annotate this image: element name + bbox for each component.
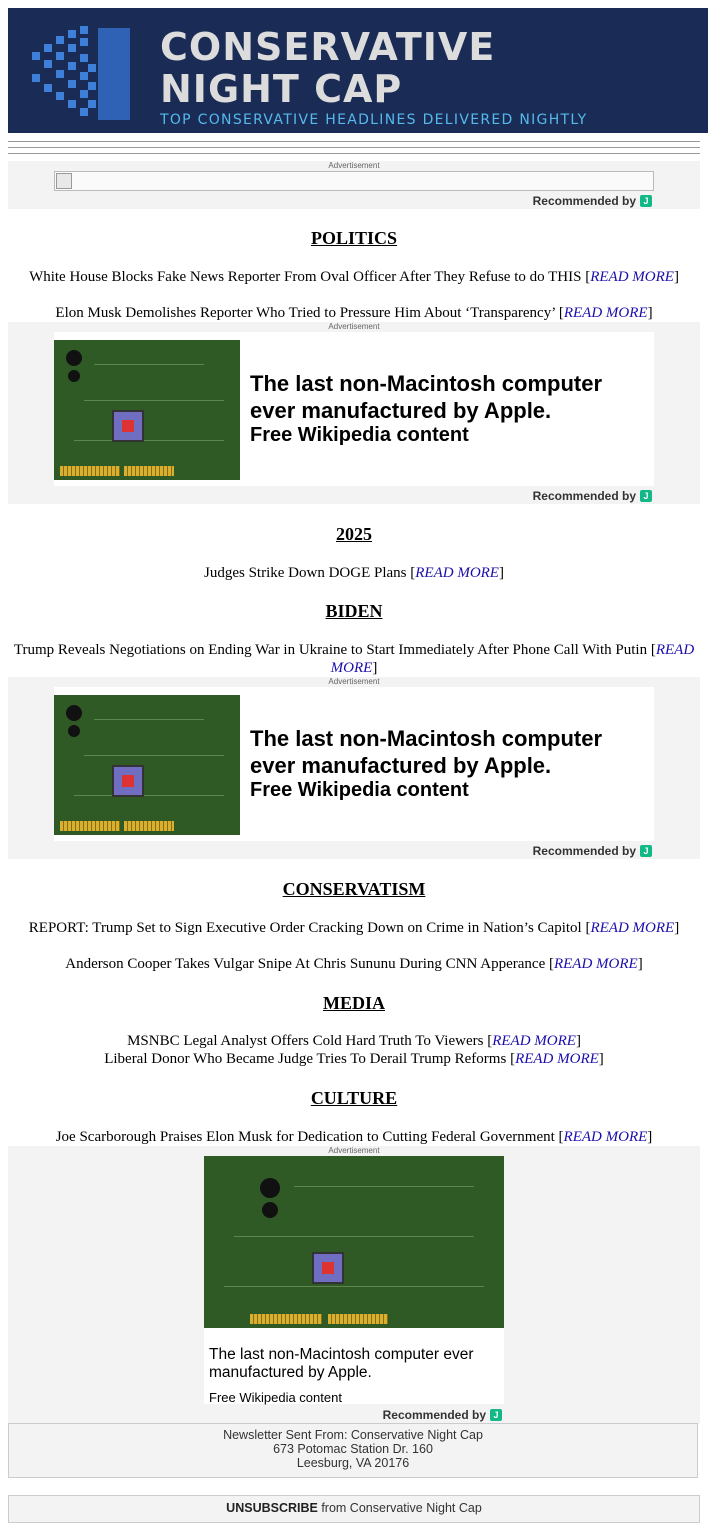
story-headline: Anderson Cooper Takes Vulgar Snipe At Chris Sununu During CNN Apperance [65,956,546,972]
sender-city: Leesburg, VA 20176 [296,1456,410,1470]
read-more-link[interactable]: READ MORE [492,1033,576,1049]
pixel-logo-icon [28,22,130,126]
trace [84,755,224,756]
ad-card[interactable] [204,1156,504,1404]
ad-label: Advertisement [328,1146,380,1155]
story-headline: Judges Strike Down DOGE Plans [204,565,407,581]
ad-banner-top[interactable] [8,161,700,209]
ad-headline[interactable] [209,1346,473,1382]
broken-image-placeholder[interactable] [54,171,654,191]
story-item: Trump Reveals Negotiations on Ending War in Ukraine to Start Immediately After Phone Call With Putin [READ MORE] [13,642,695,676]
trace [94,719,204,720]
story-item: Liberal Donor Who Became Judge Tries To Derail Trump Reforms [READ MORE] [104,1051,604,1067]
section-title-conservatism: CONSERVATISM [282,879,426,899]
ad-headline[interactable] [250,370,602,424]
broken-image-icon [56,173,72,189]
trace [224,1286,484,1287]
story-item: Elon Musk Demolishes Reporter Who Tried to Pressure Him About ‘Transparency’ [READ MORE] [55,305,653,321]
trace [294,1186,474,1187]
ad-headline-line1: The last non-Macintosh computer ever [209,1346,474,1363]
story-headline: REPORT: Trump Set to Sign Executive Order Cracking Down on Crime in Nation’s Capitol [28,920,582,936]
connector-pins [250,1314,322,1324]
story-headline: Elon Musk Demolishes Reporter Who Tried to Pressure Him About ‘Transparency’ [55,305,556,321]
jeeng-logo-icon: J [640,490,652,502]
ad-headline-line1: The last non-Macintosh computer [250,371,603,396]
connector-pins [328,1314,388,1324]
trace [74,795,224,796]
connector-pins [124,821,174,831]
story-item: REPORT: Trump Set to Sign Executive Order Cracking Down on Crime in Nation’s Capitol [READ MORE] [28,920,680,936]
connector-pins [124,466,174,476]
section-title-culture: CULTURE [310,1088,398,1108]
story-item: Joe Scarborough Praises Elon Musk for Dedication to Cutting Federal Government [READ MORE] [55,1129,653,1145]
ad-label: Advertisement [328,322,380,331]
story-headline: White House Blocks Fake News Reporter From Oval Officer After They Refuse to do THIS [29,269,582,285]
read-more-link[interactable]: READ MORE [590,920,675,936]
ad-headline-line1: The last non-Macintosh computer [250,726,603,751]
unsubscribe-link[interactable] [8,1495,700,1523]
section-title-biden: BIDEN [325,601,383,621]
read-more-link[interactable]: READ MORE [590,269,674,285]
masthead-tagline: TOP CONSERVATIVE HEADLINES DELIVERED NIGHTLY [160,112,588,128]
recommended-by-label: Recommended by [532,194,636,208]
section-title-2025: 2025 [336,524,372,544]
capacitor-icon [262,1202,278,1218]
capacitor-icon [66,705,82,721]
ad-card[interactable] [54,687,654,841]
read-more-link[interactable]: READ MORE [330,642,695,676]
masthead-title-line2: NIGHT CAP [160,67,403,111]
ad-label: Advertisement [328,161,380,170]
trace [74,440,224,441]
masthead-title-line1: CONSERVATIVE [160,25,496,69]
divider [8,141,700,142]
trace [234,1236,474,1237]
capacitor-icon [68,725,80,737]
read-more-link[interactable]: READ MORE [415,565,499,581]
ad-source: Free Wikipedia content [209,1390,342,1405]
circuit-board-image[interactable] [204,1156,504,1328]
ad-card[interactable] [54,332,654,486]
recommended-by-label: Recommended by [382,1408,486,1422]
recommended-by[interactable] [533,194,652,208]
recommended-by[interactable] [383,1408,502,1422]
connector-pins [60,821,120,831]
circuit-board-image[interactable] [54,695,240,835]
masthead-title [160,26,495,110]
story-item: MSNBC Legal Analyst Offers Cold Hard Truth To Viewers [READ MORE] [127,1033,581,1049]
ad-headline-line2: ever manufactured by Apple. [250,398,552,423]
sender-street: 673 Potomac Station Dr. 160 [273,1442,433,1456]
ad-label: Advertisement [328,677,380,686]
ad-block[interactable] [8,322,700,504]
unsubscribe-text: from Conservative Night Cap [317,1501,482,1515]
section-title-media: MEDIA [323,993,385,1013]
story-item: Judges Strike Down DOGE Plans [READ MORE] [204,565,504,581]
ad-block[interactable] [8,677,700,859]
capacitor-icon [68,370,80,382]
ad-source: Free Wikipedia content [250,424,469,446]
divider [8,153,700,154]
connector-pins [60,466,120,476]
capacitor-icon [66,350,82,366]
recommended-by[interactable] [533,844,652,858]
read-more-link[interactable]: READ MORE [553,956,638,972]
trace [94,364,204,365]
ad-headline[interactable] [250,725,602,779]
unsubscribe-label[interactable]: UNSUBSCRIBE [226,1501,318,1515]
story-item: Anderson Cooper Takes Vulgar Snipe At Chris Sununu During CNN Apperance [READ MORE] [65,956,643,972]
recommended-by-label: Recommended by [532,844,636,858]
divider [8,147,700,148]
jeeng-logo-icon: J [490,1409,502,1421]
circuit-board-image[interactable] [54,340,240,480]
sender-address-box [8,1423,698,1478]
ad-block[interactable] [8,1146,700,1424]
section-title-politics: POLITICS [310,228,398,248]
jeeng-logo-icon: J [640,845,652,857]
ad-headline-line2: ever manufactured by Apple. [250,753,552,778]
sender-name: Newsletter Sent From: Conservative Night Cap [223,1428,483,1442]
read-more-link[interactable]: READ MORE [563,1129,648,1145]
recommended-by-label: Recommended by [532,489,636,503]
jeeng-logo-icon: J [640,195,652,207]
story-headline: Trump Reveals Negotiations on Ending War in Ukraine to Start Immediately After Phone Call With Putin [13,642,648,658]
chip-icon [312,1252,344,1284]
ad-headline-line2: manufactured by Apple. [209,1364,372,1381]
chip-icon [112,765,144,797]
story-headline: Joe Scarborough Praises Elon Musk for Dedication to Cutting Federal Government [55,1129,555,1145]
recommended-by[interactable] [533,489,652,503]
capacitor-icon [260,1178,280,1198]
read-more-link[interactable]: READ MORE [563,305,648,321]
story-headline: Liberal Donor Who Became Judge Tries To Derail Trump Reforms [104,1051,507,1067]
chip-icon [112,410,144,442]
read-more-link[interactable]: READ MORE [515,1051,599,1067]
story-item: White House Blocks Fake News Reporter From Oval Officer After They Refuse to do THIS [READ MORE] [29,269,679,285]
trace [84,400,224,401]
story-headline: MSNBC Legal Analyst Offers Cold Hard Truth To Viewers [127,1033,484,1049]
ad-source: Free Wikipedia content [250,779,469,801]
newsletter-header-banner[interactable] [8,8,708,133]
